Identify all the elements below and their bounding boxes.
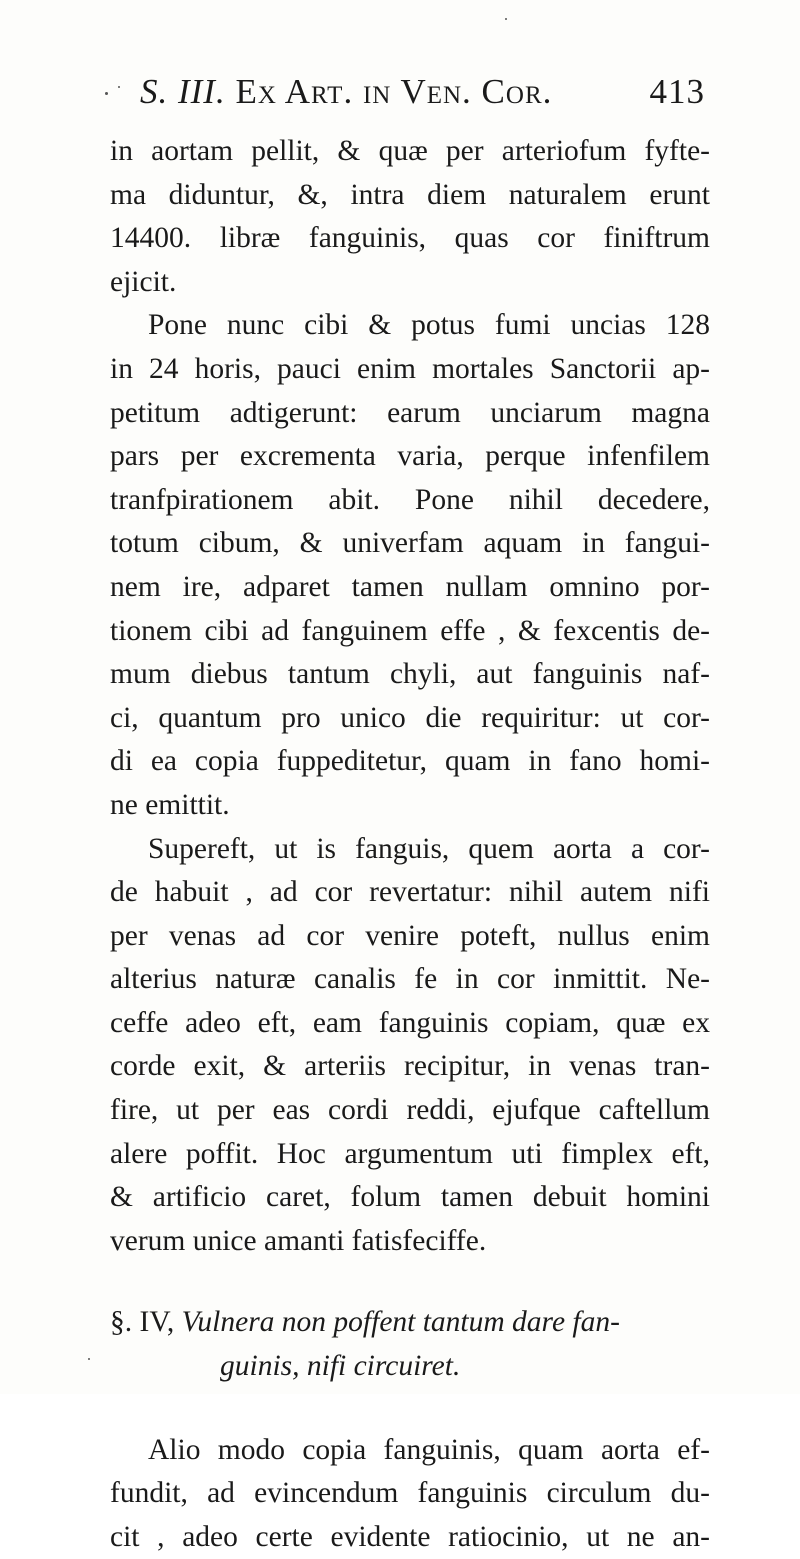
text-line: Supereft, ut is fanguis, quem aorta a cor- bbox=[148, 832, 710, 865]
paragraph-1 bbox=[110, 130, 710, 304]
text-line: 14400. libræ fanguinis, quas cor finiftrum bbox=[110, 222, 710, 255]
section-title-line-2: guinis, nifi circuiret. bbox=[220, 1350, 461, 1383]
paragraph-2 bbox=[110, 304, 710, 827]
section-title-line-1: Vulnera non poffent tantum dare fan- bbox=[181, 1306, 620, 1339]
text-line: Pone nunc cibi & potus fumi uncias 128 bbox=[148, 309, 710, 342]
text-line: tionem cibi ad fanguinem effe , & fexcentis de- bbox=[110, 614, 710, 647]
print-speck bbox=[88, 1358, 90, 1360]
paragraph-4 bbox=[110, 1429, 710, 1559]
body-text bbox=[110, 130, 710, 1559]
text-line: totum cibum, & univerfam aquam in fangui- bbox=[110, 527, 710, 560]
text-line: cit , adeo certe evidente ratiocinio, ut ne an- bbox=[110, 1520, 710, 1553]
running-head bbox=[140, 72, 705, 112]
print-speck bbox=[118, 86, 120, 88]
text-line: ejicit. bbox=[110, 265, 177, 298]
text-line: alterius naturæ canalis fe in cor inmittit. Ne- bbox=[110, 963, 710, 996]
text-line: corde exit, & arteriis recipitur, in venas tran- bbox=[110, 1050, 710, 1083]
paragraph-3 bbox=[110, 828, 710, 1264]
print-speck bbox=[105, 92, 108, 95]
text-line: alere poffit. Hoc argumentum uti fimplex eft, bbox=[110, 1137, 710, 1170]
text-line: fire, ut per eas cordi reddi, ejufque caftellum bbox=[110, 1094, 710, 1127]
text-line: Alio modo copia fanguinis, quam aorta ef- bbox=[148, 1433, 710, 1466]
text-line: fundit, ad evincendum fanguinis circulum du- bbox=[110, 1477, 710, 1510]
text-line: de habuit , ad cor revertatur: nihil autem nifi bbox=[110, 876, 710, 909]
text-line: mum diebus tantum chyli, aut fanguinis naf- bbox=[110, 658, 710, 691]
text-line: tranfpirationem abit. Pone nihil decedere, bbox=[110, 483, 710, 516]
running-title: Ex Art. in Ven. Cor. bbox=[235, 72, 553, 111]
text-line: in aortam pellit, & quæ per arteriofum fyfte- bbox=[110, 135, 710, 167]
section-number: §. IV, bbox=[110, 1306, 175, 1339]
text-line: ne emittit. bbox=[110, 788, 230, 821]
text-line: pars per excrementa varia, perque infenfilem bbox=[110, 440, 710, 473]
text-line: ci, quantum pro unico die requiritur: ut cor- bbox=[110, 701, 710, 734]
text-line: verum unice amanti fatisfeciffe. bbox=[110, 1224, 487, 1257]
text-line: petitum adtigerunt: earum unciarum magna bbox=[110, 396, 710, 429]
section-label: S. III. bbox=[140, 72, 226, 111]
page-number: 413 bbox=[649, 72, 705, 111]
text-line: ceffe adeo eft, eam fanguinis copiam, quæ ex bbox=[110, 1006, 710, 1039]
text-line: in 24 horis, pauci enim mortales Sanctorii ap- bbox=[110, 352, 710, 385]
text-line: nem ire, adparet tamen nullam omnino por- bbox=[110, 570, 710, 603]
text-line: & artificio caret, folum tamen debuit homini bbox=[110, 1181, 710, 1214]
text-line: di ea copia fuppeditetur, quam in fano homi- bbox=[110, 745, 710, 778]
text-line: ma diduntur, &, intra diem naturalem erunt bbox=[110, 178, 710, 211]
text-line: per venas ad cor venire poteft, nullus enim bbox=[110, 919, 710, 952]
section-heading bbox=[110, 1301, 710, 1388]
print-speck bbox=[505, 18, 507, 20]
